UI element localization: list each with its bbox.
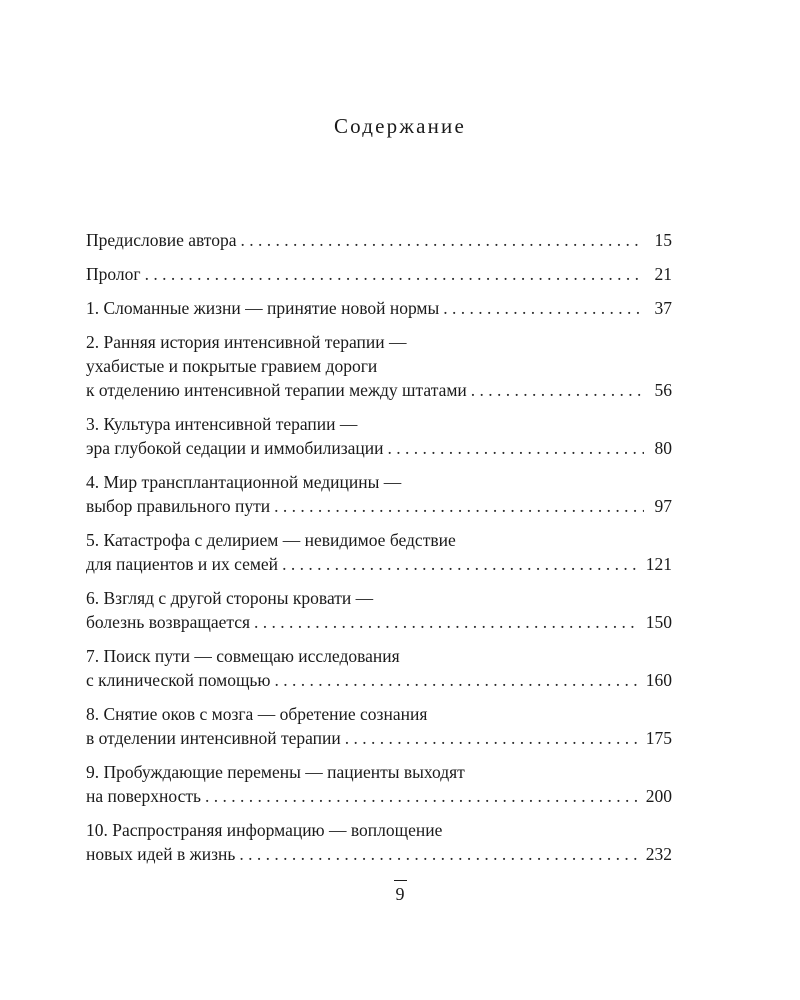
dot-leader	[388, 436, 644, 460]
toc-entry	[86, 296, 672, 320]
toc-entry-last-line	[86, 610, 672, 634]
toc-entry	[86, 644, 672, 692]
toc-entry-line: 7. Поиск пути — совмещаю исследования	[86, 646, 400, 666]
toc-entry-line: ухабистые и покрытые гравием дороги	[86, 356, 378, 376]
dot-leader	[241, 228, 645, 252]
toc-entry-last-line	[86, 228, 672, 252]
toc-entry-line: 6. Взгляд с другой стороны кровати —	[86, 588, 374, 608]
toc-entry-line: 2. Ранняя история интенсивной терапии —	[86, 332, 407, 352]
toc-entry-text: 1. Сломанные жизни — принятие новой нормы	[86, 298, 440, 318]
dot-leader	[239, 842, 639, 866]
page-number-footer	[0, 880, 800, 906]
dot-leader	[274, 494, 644, 518]
dot-leader	[205, 784, 640, 808]
toc-page-number: 160	[645, 670, 672, 690]
toc-page-number: 200	[645, 786, 672, 806]
toc-entry	[86, 412, 672, 460]
dot-leader	[145, 262, 644, 286]
page-title: Содержание	[333, 114, 467, 138]
toc-entry-last-line	[86, 436, 672, 460]
toc-entry-text: с клинической помощью	[86, 670, 271, 690]
toc-entry-text: эра глубокой седации и иммобилизации	[86, 438, 384, 458]
dot-leader	[345, 726, 640, 750]
toc-page-number: 97	[654, 496, 672, 516]
toc-page-number: 175	[645, 728, 672, 748]
toc-entry-line: 9. Пробуждающие перемены — пациенты выходят	[86, 762, 465, 782]
toc-entry-text: Пролог	[86, 264, 141, 284]
dot-leader	[254, 610, 640, 634]
toc-entry-last-line	[86, 378, 672, 402]
toc-page-number: 37	[654, 298, 672, 318]
toc-entry	[86, 818, 672, 866]
toc-entry	[86, 760, 672, 808]
toc-page-number: 232	[645, 844, 672, 864]
toc-entry-last-line	[86, 842, 672, 866]
toc-entry	[86, 586, 672, 634]
toc-entry	[86, 330, 672, 402]
toc-entry-text: Предисловие автора	[86, 230, 237, 250]
dot-leader	[471, 378, 644, 402]
toc-entry	[86, 702, 672, 750]
toc-entry-line: 10. Распространяя информацию — воплощение	[86, 820, 443, 840]
toc-entry-text: в отделении интенсивной терапии	[86, 728, 341, 748]
toc-entry-text: для пациентов и их семей	[86, 554, 279, 574]
toc-page-number: 56	[654, 380, 672, 400]
toc-entry	[86, 228, 672, 252]
toc-entry-last-line	[86, 262, 672, 286]
toc-entry-line: 8. Снятие оков с мозга — обретение сознания	[86, 704, 428, 724]
toc-page-number: 121	[645, 554, 672, 574]
toc-entry-text: новых идей в жизнь	[86, 844, 236, 864]
toc-entry-text: к отделению интенсивной терапии между штатами	[86, 380, 467, 400]
dot-leader	[275, 668, 640, 692]
toc-entry-line: 4. Мир трансплантационной медицины —	[86, 472, 402, 492]
toc-entry-last-line	[86, 494, 672, 518]
toc-page-number: 80	[654, 438, 672, 458]
toc-entry	[86, 262, 672, 286]
toc-entry	[86, 470, 672, 518]
toc-page-number: 15	[654, 230, 672, 250]
table-of-contents	[86, 228, 672, 876]
toc-entry-last-line	[86, 296, 672, 320]
folio-number: 9	[394, 880, 407, 906]
dot-leader	[282, 552, 640, 576]
dot-leader	[443, 296, 644, 320]
toc-page-number: 21	[654, 264, 672, 284]
toc-entry-last-line	[86, 552, 672, 576]
toc-entry-line: 3. Культура интенсивной терапии —	[86, 414, 358, 434]
toc-entry-last-line	[86, 726, 672, 750]
toc-entry-text: на поверхность	[86, 786, 201, 806]
toc-page-number: 150	[645, 612, 672, 632]
toc-entry-last-line	[86, 784, 672, 808]
toc-entry-last-line	[86, 668, 672, 692]
toc-entry-line: 5. Катастрофа с делирием — невидимое бедствие	[86, 530, 456, 550]
toc-entry-text: болезнь возвращается	[86, 612, 251, 632]
toc-entry	[86, 528, 672, 576]
toc-entry-text: выбор правильного пути	[86, 496, 271, 516]
